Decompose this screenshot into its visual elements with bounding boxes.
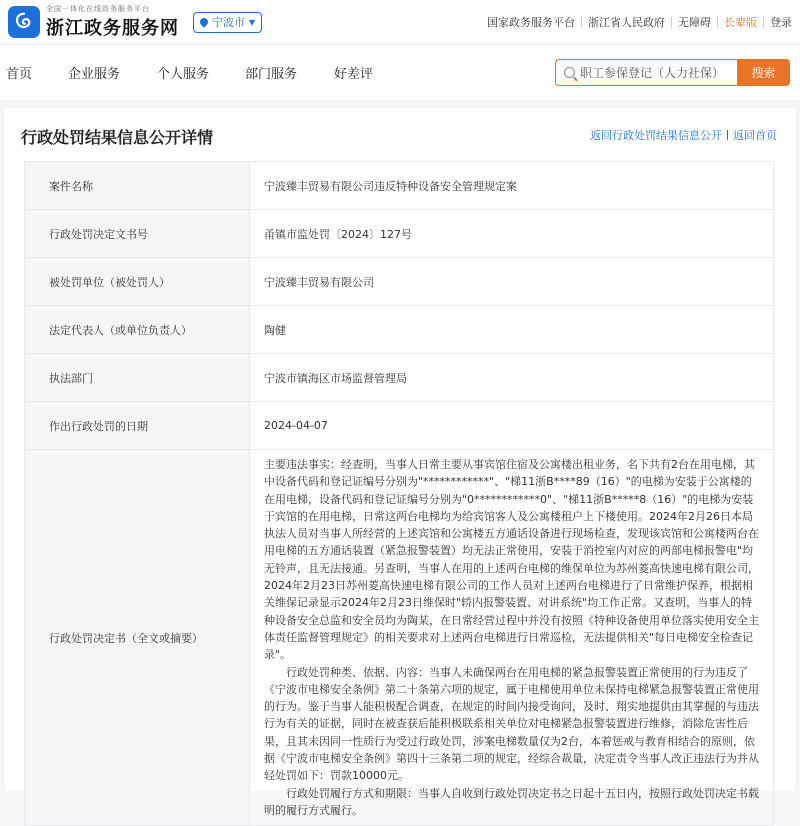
logo-swirl-icon [13, 11, 35, 33]
search-button[interactable]: 搜索 [737, 59, 790, 86]
card-links [590, 127, 777, 143]
table-row [25, 162, 774, 210]
caret-down-icon: ▼ [249, 17, 256, 27]
search-icon [564, 67, 575, 78]
nav-enterprise[interactable]: 企业服务 [68, 67, 121, 82]
penalty-info-table [24, 161, 774, 826]
divider [671, 17, 672, 28]
location-pin-icon [198, 16, 209, 27]
logo-subtitle: 全国一体化在线政务服务平台 [46, 5, 150, 13]
search-field[interactable] [555, 59, 737, 86]
field-label: 案件名称 [25, 162, 250, 210]
search-input[interactable] [580, 66, 730, 80]
nav-home[interactable]: 首页 [6, 67, 33, 82]
decision-paragraph-basis: 行政处罚种类、依据、内容：当事人未确保两台在用电梯的紧急报警装置正常使用的行为违反了《宁波市电梯安全条例》第二十条第六项的规定，属于电梯使用单位未保持电梯紧急报警装置正常使用的行为。鉴于当事人能积极配合调查，在规定的时间内接受询问，及时、翔实地提供由其掌握的与违法行为有关的证据，同时在被查获后能积极联系相关单位对电梯紧急报警装置进行维修，消除危害性后果，且其未因同一性质行为受过行政处罚，涉案电梯数量仅为2台，本着惩戒与教育相结合的原则，依据《宁波市电梯安全条例》第四十三条第二项的规定，经综合裁量，决定责令当事人改正违法行为并从轻处罚如下：罚款10000元。 [264, 665, 759, 783]
field-label: 作出行政处罚的日期 [25, 402, 250, 450]
enforcement-department-value: 宁波市镇海区市场监督管理局 [250, 354, 774, 402]
nav-feedback[interactable]: 好差评 [334, 67, 374, 82]
penalized-party-value: 宁波臻丰贸易有限公司 [250, 258, 774, 306]
divider [717, 17, 718, 28]
divider [727, 130, 728, 140]
decision-paragraph-execution: 行政处罚履行方式和期限：当事人自收到行政处罚决定书之日起十五日内，按照行政处罚决定书载明的履行方式履行。 [264, 786, 759, 817]
penalty-date-value: 2024-04-07 [250, 402, 774, 450]
document-number-value: 甬镇市监处罚〔2024〕127号 [250, 210, 774, 258]
logo-title: 浙江政务服务网 [46, 18, 179, 39]
top-links [487, 14, 792, 30]
table-row [25, 210, 774, 258]
divider [581, 17, 582, 28]
field-label: 行政处罚决定文书号 [25, 210, 250, 258]
field-label: 法定代表人（或单位负责人） [25, 306, 250, 354]
case-name-value: 宁波臻丰贸易有限公司违反特种设备安全管理规定案 [250, 162, 774, 210]
link-login[interactable]: 登录 [770, 16, 792, 29]
link-national-platform[interactable]: 国家政务服务平台 [487, 16, 575, 29]
table-row [25, 450, 774, 826]
region-selector[interactable] [193, 12, 262, 33]
decision-text-value [250, 450, 774, 826]
top-header [0, 0, 800, 44]
link-provincial-gov[interactable]: 浙江省人民政府 [588, 16, 665, 29]
divider [763, 17, 764, 28]
link-accessibility[interactable]: 无障碍 [678, 16, 711, 29]
search-bar [555, 59, 790, 86]
detail-card [5, 108, 795, 817]
field-label: 行政处罚决定书（全文或摘要） [25, 450, 250, 826]
nav-department[interactable]: 部门服务 [245, 67, 298, 82]
nav-personal[interactable]: 个人服务 [157, 67, 210, 82]
back-to-list-link[interactable]: 返回行政处罚结果信息公开 [590, 129, 722, 142]
region-label: 宁波市 [212, 16, 245, 29]
table-row [25, 354, 774, 402]
back-home-link[interactable]: 返回首页 [733, 129, 777, 142]
site-logo[interactable] [8, 6, 40, 38]
main-nav [0, 44, 800, 100]
page-title: 行政处罚结果信息公开详情 [21, 128, 214, 147]
decision-paragraph-facts: 主要违法事实：经查明，当事人日常主要从事宾馆住宿及公寓楼出租业务，名下共有2台在用电梯，其中设备代码和登记证编号分别为"************"、"梯11浙B****89（16）"的电梯为安装于公寓楼的在用电梯，设备代码和登记证编号分别为"0************0"、"梯11浙B*****8（16）"的电梯为安装于宾馆的在用电梯，日常这两台电梯均为给宾馆客人及公寓楼租户上下楼使用。2024年2月26日本局执法人员对当事人所经营的上述宾馆和公寓楼五方通话设备进行现场检查，发现该宾馆和公寓楼两台在用电梯的五方通话装置（紧急报警装置）均无法正常使用，安装于消控室内对应的两部电梯报警电"均无铃声，且无法接通。另查明，当事人在用的上述两台电梯的维保单位为苏州菱高快速电梯有限公司，2024年2月23日苏州菱高快速电梯有限公司的工作人员对上述两台电梯进行了日常维护保养，根据相关维保记录显示2024年2月23日维保时"轿内报警装置、对讲系统"均工作正常。又查明，当事人的特种设备安全总监和安全员均为陶某，在日常经营过程中并没有按照《特种设备使用单位落实使用安全主体责任监督管理规定》的相关要求对上述两台电梯进行日常巡检，无法提供相关"每日电梯安全检查记录"。 [264, 458, 759, 662]
field-label: 执法部门 [25, 354, 250, 402]
field-label: 被处罚单位（被处罚人） [25, 258, 250, 306]
link-elder-mode[interactable]: 长辈版 [724, 16, 757, 29]
legal-representative-value: 陶健 [250, 306, 774, 354]
table-row [25, 258, 774, 306]
table-row [25, 402, 774, 450]
table-row [25, 306, 774, 354]
site-logo-text[interactable] [46, 4, 179, 40]
